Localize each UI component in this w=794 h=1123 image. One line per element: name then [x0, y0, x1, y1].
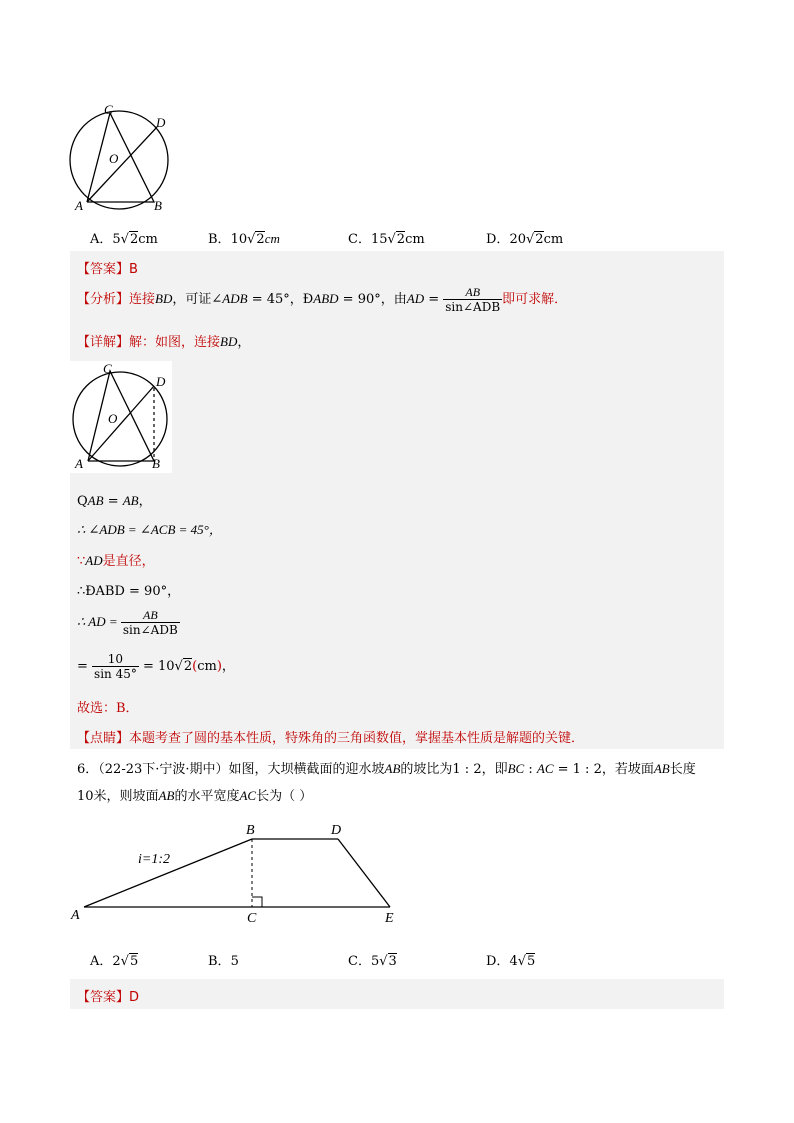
q6-option-d[interactable]: D．4√5 — [486, 954, 536, 969]
answer-band-q6 — [70, 979, 724, 1009]
detail-line-2: ∴ ∠ADB = ∠ACB = 45°， — [77, 522, 222, 537]
analysis-fraction: $\frac{AB}{\text{sin∠ADB}}$ — [445, 285, 501, 314]
option-c[interactable]: C．15√2cm — [348, 232, 425, 247]
detail-q5-intro: 【详解】解：如图，连接BD， — [77, 334, 251, 350]
detail-line-3: ∵AD是直径， — [77, 553, 155, 569]
detail-line-6: = $\frac{10}{\sin 45^\circ}$ = 10√2(cm)， — [77, 652, 235, 681]
label-o: O — [108, 411, 118, 426]
q6-option-a[interactable]: A．2√5 — [90, 954, 139, 969]
detail-line-5: ∴ AD = $\frac{AB}{\text{sin∠ADB}}$ — [77, 608, 178, 637]
dam-cross-section-figure — [66, 818, 406, 928]
answer-q6: 【答案】D — [77, 990, 140, 1005]
label-b: B — [152, 456, 160, 471]
detail-fraction-1: $\frac{AB}{\text{sin∠ADB}}$ — [122, 608, 178, 637]
label-c: C — [104, 102, 113, 117]
q6-option-b[interactable]: B．5 — [208, 954, 239, 969]
label-d: D — [156, 115, 166, 130]
question-6-line-1: 6．（22-23下·宁波·期中）如图，大坝横截面的迎水坡AB的坡比为1 : 2，即BC : AC = 1 : 2，若坡面AB长度 — [77, 761, 696, 777]
circle-figure-2 — [70, 361, 172, 473]
circle-figure-1 — [68, 100, 178, 215]
label-c: C — [103, 361, 112, 376]
slope-label: i=1:2 — [138, 852, 170, 867]
question-6 — [77, 756, 727, 810]
option-d[interactable]: D．20√2cm — [486, 232, 564, 247]
label-b: B — [246, 823, 255, 838]
answer-q5: 【答案】B — [77, 262, 138, 277]
label-b: B — [154, 198, 162, 213]
analysis-q5: 【分析】连接BD，可证∠ADB = 45°，ÐABD = 90°，由AD = $\frac{AB}{\text{sin∠ADB}}$ 即可求解． — [77, 285, 568, 314]
q6-option-c[interactable]: C．5√3 — [348, 954, 397, 969]
detail-fraction-2: $\frac{10}{\sin 45^\circ}$ — [94, 652, 137, 681]
option-b[interactable]: B．10√2cm — [208, 231, 280, 247]
question-6-line-2: 10米，则坡面AB的水平宽度AC长为（ ） — [77, 788, 313, 804]
label-d: D — [156, 374, 166, 389]
label-c: C — [247, 911, 257, 926]
option-a[interactable]: A．5√2cm — [90, 232, 158, 247]
detail-choose: 故选：B． — [77, 701, 139, 716]
label-e: E — [385, 911, 394, 926]
comment-q5: 【点睛】本题考查了圆的基本性质，特殊角的三角函数值，掌握基本性质是解题的关键． — [77, 731, 585, 746]
detail-line-4: ∴ÐABD = 90°， — [77, 584, 181, 599]
label-o: O — [109, 151, 119, 166]
detail-line-1: QAB = AB， — [77, 493, 152, 509]
label-a: A — [71, 908, 80, 923]
label-a: A — [75, 198, 83, 213]
label-d: D — [331, 823, 342, 838]
label-a: A — [75, 456, 83, 471]
